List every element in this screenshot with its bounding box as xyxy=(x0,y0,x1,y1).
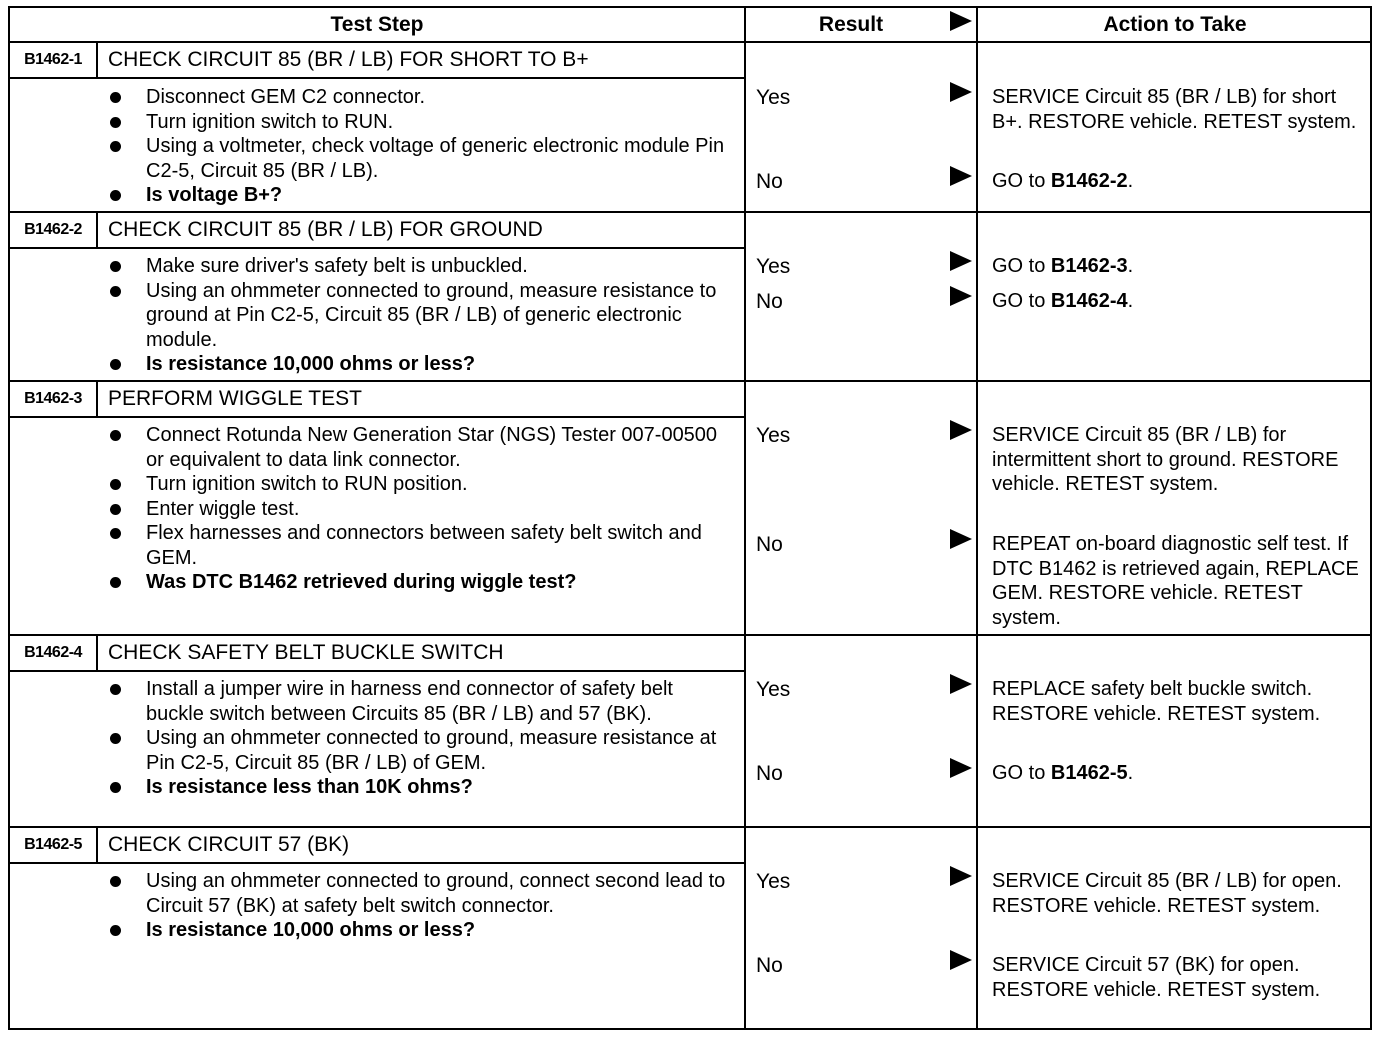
result-yes: Yes xyxy=(756,424,791,447)
result-arrow-icon xyxy=(950,758,972,778)
step-title: CHECK CIRCUIT 85 (BR / LB) FOR SHORT TO B+ xyxy=(108,48,589,71)
action-no: GO to B1462-4. xyxy=(992,290,1134,312)
result-arrow-icon xyxy=(950,420,972,440)
header-test-step: Test Step xyxy=(330,13,424,36)
result-arrow-icon xyxy=(950,950,972,970)
result-arrow-icon xyxy=(950,286,972,306)
step-id: B1462-4 xyxy=(24,644,82,661)
result-yes: Yes xyxy=(756,86,791,109)
step-title: CHECK CIRCUIT 85 (BR / LB) FOR GROUND xyxy=(108,218,543,241)
result-no: No xyxy=(756,533,783,556)
column-divider-action xyxy=(976,8,978,1028)
step-question: Is resistance 10,000 ohms or less? xyxy=(106,352,736,377)
step-id-divider xyxy=(96,828,98,862)
result-arrow-icon xyxy=(950,866,972,886)
step-bullets xyxy=(106,423,736,595)
step-id: B1462-1 xyxy=(24,51,82,68)
goto-step-link: B1462-4 xyxy=(1050,290,1128,312)
result-yes: Yes xyxy=(756,870,791,893)
step-title-divider xyxy=(10,670,744,672)
result-arrow-icon xyxy=(950,674,972,694)
step-title-divider xyxy=(10,77,744,79)
action-no: REPEAT on-board diagnostic self test. If DTC B1462 is retrieved again, REPLACE GEM. RESTORE vehicle. RETEST system. xyxy=(992,533,1359,629)
result-yes: Yes xyxy=(756,255,791,278)
result-arrow-icon xyxy=(950,251,972,271)
bullet-item: Turn ignition switch to RUN. xyxy=(106,110,736,135)
action-no: GO to B1462-5. xyxy=(992,762,1134,784)
bullet-item: Connect Rotunda New Generation Star (NGS) Tester 007-00500 or equivalent to data link connector. xyxy=(106,423,736,472)
bullet-item: Flex harnesses and connectors between safety belt switch and GEM. xyxy=(106,521,736,570)
column-divider-result xyxy=(744,8,746,1028)
result-no: No xyxy=(756,762,783,785)
step-id-divider xyxy=(96,213,98,247)
step-question: Is voltage B+? xyxy=(106,183,736,208)
step-id-divider xyxy=(96,636,98,670)
goto-step-link: B1462-5 xyxy=(1050,762,1128,784)
step-title-divider xyxy=(10,862,744,864)
step-bullets xyxy=(106,254,736,377)
step-title-divider xyxy=(10,247,744,249)
step-title: CHECK CIRCUIT 57 (BK) xyxy=(108,833,350,856)
step-title-divider xyxy=(10,416,744,418)
header-action: Action to Take xyxy=(1103,13,1247,36)
action-no: GO to B1462-2. xyxy=(992,170,1134,192)
step-question: Was DTC B1462 retrieved during wiggle test? xyxy=(106,570,736,595)
bullet-item: Make sure driver's safety belt is unbuckled. xyxy=(106,254,736,279)
result-no: No xyxy=(756,170,783,193)
goto-step-link: B1462-3 xyxy=(1050,255,1128,277)
diagnostic-table xyxy=(8,6,1372,1030)
bullet-item: Turn ignition switch to RUN position. xyxy=(106,472,736,497)
result-arrow-icon xyxy=(950,82,972,102)
bullet-item: Enter wiggle test. xyxy=(106,497,736,522)
goto-step-link: B1462-2 xyxy=(1050,170,1128,192)
result-no: No xyxy=(756,290,783,313)
bullet-item: Using a voltmeter, check voltage of generic electronic module Pin C2-5, Circuit 85 (BR / LB). xyxy=(106,134,736,183)
step-title: PERFORM WIGGLE TEST xyxy=(108,387,362,410)
action-yes: SERVICE Circuit 85 (BR / LB) for open. RESTORE vehicle. RETEST system. xyxy=(992,870,1342,917)
bullet-item: Using an ohmmeter connected to ground, measure resistance at Pin C2-5, Circuit 85 (BR / LB) of GEM. xyxy=(106,726,736,775)
step-question: Is resistance less than 10K ohms? xyxy=(106,775,736,800)
step-title: CHECK SAFETY BELT BUCKLE SWITCH xyxy=(108,641,504,664)
bullet-item: Using an ohmmeter connected to ground, connect second lead to Circuit 57 (BK) at safety belt switch connector. xyxy=(106,869,736,918)
action-yes: SERVICE Circuit 85 (BR / LB) for short B+. RESTORE vehicle. RETEST system. xyxy=(992,86,1357,133)
bullet-item: Using an ohmmeter connected to ground, measure resistance to ground at Pin C2-5, Circuit 85 (BR / LB) of generic electronic module. xyxy=(106,279,736,353)
step-question: Is resistance 10,000 ohms or less? xyxy=(106,918,736,943)
result-yes: Yes xyxy=(756,678,791,701)
action-yes: SERVICE Circuit 85 (BR / LB) for intermittent short to ground. RESTORE vehicle. RETEST system. xyxy=(992,424,1339,495)
action-no: SERVICE Circuit 57 (BK) for open. RESTORE vehicle. RETEST system. xyxy=(992,954,1321,1001)
header-result: Result xyxy=(818,13,884,36)
bullet-item: Disconnect GEM C2 connector. xyxy=(106,85,736,110)
bullet-item: Install a jumper wire in harness end connector of safety belt buckle switch between Circuits 85 (BR / LB) and 57 (BK). xyxy=(106,677,736,726)
step-bullets xyxy=(106,869,736,943)
action-yes: GO to B1462-3. xyxy=(992,255,1134,277)
result-arrow-icon xyxy=(950,166,972,186)
step-id: B1462-2 xyxy=(24,221,82,238)
result-no: No xyxy=(756,954,783,977)
step-bullets xyxy=(106,85,736,208)
step-id-divider xyxy=(96,382,98,416)
step-id: B1462-3 xyxy=(24,390,82,407)
step-bullets xyxy=(106,677,736,800)
result-arrow-icon xyxy=(950,529,972,549)
action-yes: REPLACE safety belt buckle switch. RESTORE vehicle. RETEST system. xyxy=(992,678,1321,725)
header-arrow-icon xyxy=(950,11,972,31)
step-id: B1462-5 xyxy=(24,836,82,853)
step-id-divider xyxy=(96,43,98,77)
